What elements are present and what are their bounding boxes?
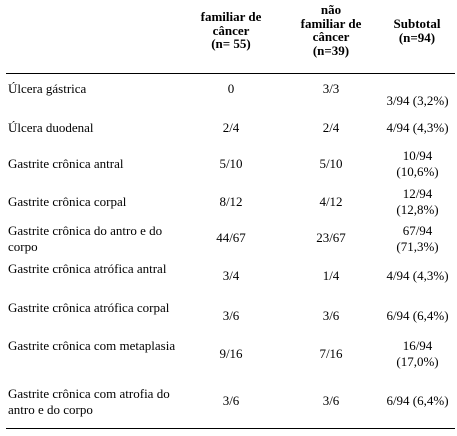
cell-nao-familiar: 2/4 [322, 120, 340, 135]
header-line: (n= 55) [211, 36, 251, 51]
header-line: não [320, 2, 342, 17]
header-line: (n=94) [398, 29, 436, 45]
header-line: câncer [212, 22, 250, 38]
cell-subtotal: 16/94 (17,0%) [396, 338, 439, 369]
cell-nao-familiar: 3/6 [322, 308, 340, 323]
header-familiar-cancer [184, 10, 278, 51]
cell-nao-familiar: 3/3 [322, 81, 340, 96]
header-line: câncer [312, 29, 350, 44]
cell-nao-familiar: 4/12 [319, 194, 343, 209]
cell-familiar: 44/67 [216, 230, 246, 245]
header-nao-familiar-cancer [283, 3, 379, 57]
header-subtotal [385, 17, 449, 44]
row-label: Úlcera duodenal [8, 120, 94, 135]
cell-subtotal: 3/94 (3,2%) [386, 93, 449, 108]
header-line: familiar de [200, 9, 262, 24]
cell-familiar: 9/16 [219, 346, 243, 361]
row-label: Gastrite crônica com metaplasia [8, 338, 176, 353]
cell-subtotal: 67/94 (71,3%) [396, 223, 439, 254]
header-line: (n=39) [312, 42, 350, 58]
row-label: Gastrite crônica atrófica corpal [8, 300, 170, 315]
cell-nao-familiar: 7/16 [319, 346, 343, 361]
row-label: Gastrite crônica com atrofia do antro e do corpo [8, 386, 170, 417]
cell-familiar: 3/6 [222, 393, 240, 408]
cell-nao-familiar: 23/67 [316, 230, 346, 245]
cell-nao-familiar: 1/4 [322, 268, 340, 283]
cell-subtotal: 4/94 (4,3%) [386, 120, 449, 135]
cell-familiar: 3/4 [222, 268, 240, 283]
cell-familiar: 3/6 [222, 308, 240, 323]
header-line: Subtotal [393, 16, 441, 31]
cell-familiar: 0 [227, 81, 235, 96]
header-line: familiar de [300, 15, 362, 31]
row-label: Gastrite crônica antral [8, 156, 124, 171]
row-label: Úlcera gástrica [8, 81, 87, 96]
cell-subtotal: 12/94 (12,8%) [396, 186, 439, 217]
cell-subtotal: 6/94 (6,4%) [386, 308, 449, 323]
cell-familiar: 8/12 [219, 194, 243, 209]
cell-subtotal: 4/94 (4,3%) [386, 268, 449, 283]
cell-subtotal: 10/94 (10,6%) [396, 148, 439, 179]
cell-subtotal: 6/94 (6,4%) [386, 393, 449, 408]
cell-familiar: 5/10 [219, 156, 243, 171]
cell-nao-familiar: 3/6 [322, 393, 340, 408]
row-label: Gastrite crônica do antro e do corpo [8, 223, 163, 254]
table-top-rule [6, 73, 455, 74]
row-label: Gastrite crônica corpal [8, 194, 127, 209]
row-label: Gastrite crônica atrófica antral [8, 261, 167, 276]
cell-nao-familiar: 5/10 [319, 156, 343, 171]
table-bottom-rule [6, 428, 455, 429]
cell-familiar: 2/4 [222, 120, 240, 135]
